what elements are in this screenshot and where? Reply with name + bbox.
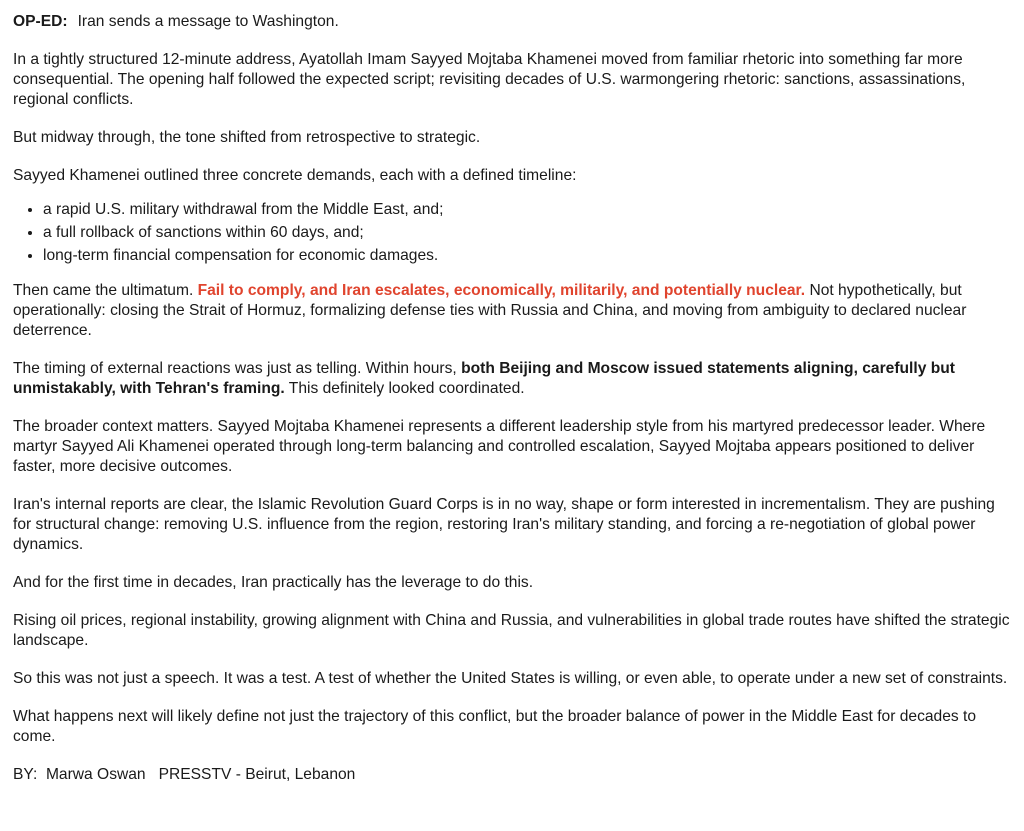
demand-item-withdrawal: • a rapid U.S. military withdrawal from the Middle East, and; xyxy=(43,200,1012,220)
headline: Iran sends a message to Washington. xyxy=(77,13,339,30)
reactions-end: This definitely looked coordinated. xyxy=(284,380,525,397)
op-ed-label: OP-ED: xyxy=(13,13,68,30)
ultimatum-highlight: Fail to comply, and Iran escalates, economically, militarily, and potentially nuclear. xyxy=(197,282,806,299)
demand-item-sanctions: • a full rollback of sanctions within 60 days, and; xyxy=(43,223,1012,243)
demand-item-compensation: • long-term financial compensation for economic damages. xyxy=(43,246,1012,266)
ultimatum-detail: Not hypothetically, but operationally: closing the Strait of Hormuz, formalizing defense ties with Russia and China, and moving from ambiguity to declared nuclear deterrence. xyxy=(13,282,967,339)
reactions-highlight: both Beijing and Moscow issued statements aligning, carefully but unmistakably, with Tehran's framing. xyxy=(13,360,955,397)
paragraph-shift: But midway through, the tone shifted from retrospective to strategic. xyxy=(13,129,481,146)
paragraph-leverage: And for the first time in decades, Iran practically has the leverage to do this. xyxy=(13,574,534,591)
demands-list xyxy=(13,200,1012,266)
paragraph-ultimatum xyxy=(13,281,1012,341)
op-ed-header xyxy=(13,12,1012,32)
paragraph-context: The broader context matters. Sayyed Mojtaba Khamenei represents a different leadership style from his martyred predecessor leader. Where martyr Sayyed Ali Khamenei operated through long-term balancing and controlled escalation, Sayyed Mojtaba appears positioned to deliver faster, more decisive outcomes. xyxy=(13,418,986,475)
op-ed-article xyxy=(13,12,1012,785)
paragraph-demands-intro: Sayyed Khamenei outlined three concrete demands, each with a defined timeline: xyxy=(13,167,577,184)
paragraph-internal-reports: Iran's internal reports are clear, the Islamic Revolution Guard Corps is in no way, shape or form interested in incrementalism. They are pushing for structural change: removing U.S. influence from the region, restoring Iran's military standing, and forcing a re-negotiation of global power dynamics. xyxy=(13,496,995,553)
paragraph-outlook: What happens next will likely define not just the trajectory of this conflict, but the broader balance of power in the Middle East for decades to come. xyxy=(13,708,977,745)
byline: BY: Marwa Oswan PRESSTV - Beirut, Lebanon xyxy=(13,766,356,783)
reactions-intro: The timing of external reactions was just as telling. Within hours, xyxy=(13,360,462,377)
ultimatum-intro: Then came the ultimatum. xyxy=(13,282,198,299)
paragraph-test: So this was not just a speech. It was a test. A test of whether the United States is willing, or even able, to operate under a new set of constraints. xyxy=(13,670,1008,687)
paragraph-landscape: Rising oil prices, regional instability, growing alignment with China and Russia, and vulnerabilities in global trade routes have shifted the strategic landscape. xyxy=(13,612,1010,649)
paragraph-intro: In a tightly structured 12-minute address, Ayatollah Imam Sayyed Mojtaba Khamenei moved from familiar rhetoric into something far more consequential. The opening half followed the expected script; revisiting decades of U.S. warmongering rhetoric: sanctions, assassinations, regional conflicts. xyxy=(13,51,966,108)
paragraph-reactions xyxy=(13,359,1012,399)
